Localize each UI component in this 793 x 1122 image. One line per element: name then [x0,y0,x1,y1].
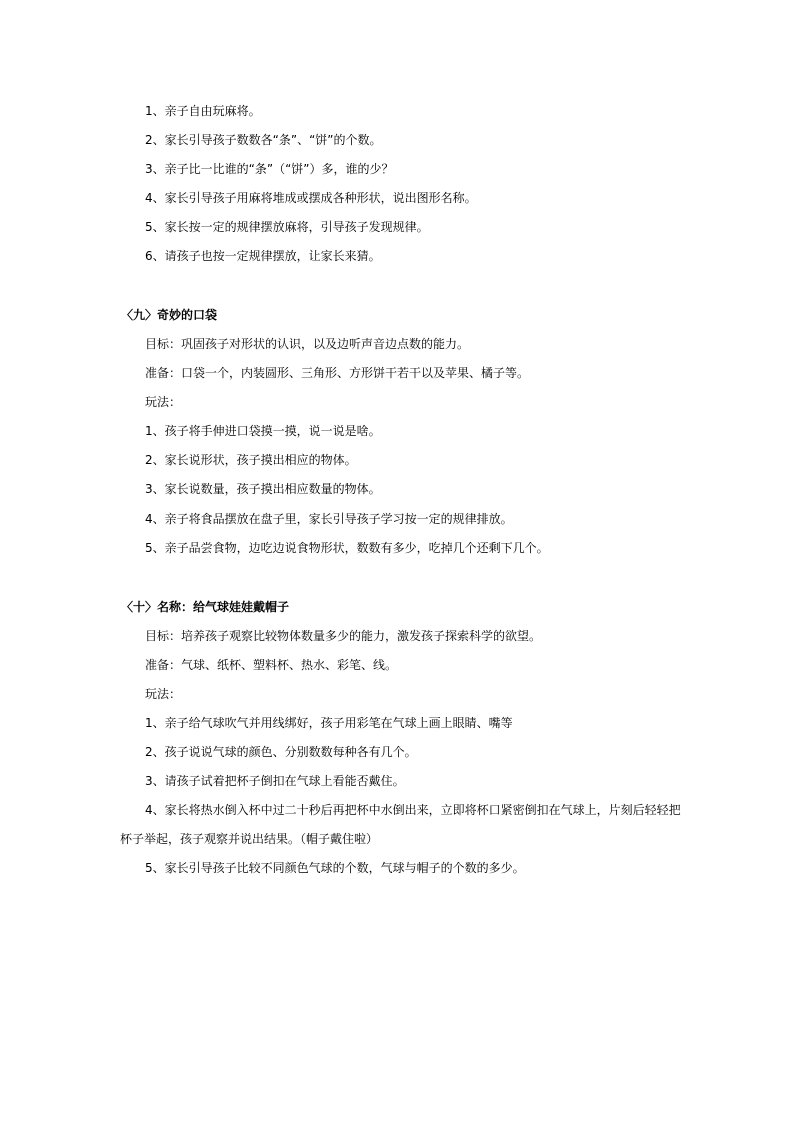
prev-step-3: 3、亲子比一比谁的“条”（“饼”）多，谁的少？ [145,162,394,176]
section-9-step-5: 5、亲子品尝食物，边吃边说食物形状，数数有多少，吃掉几个还剩下几个。 [145,541,549,555]
section-10-method: 玩法： [145,687,182,701]
prev-step-2: 2、家长引导孩子数数各“条”、“饼”的个数。 [145,133,382,147]
section-10-step-3: 3、请孩子试着把杯子倒扣在气球上看能否戴住。 [145,774,405,788]
section-9-prep: 准备：口袋一个，内装圆形、三角形、方形饼干若干以及苹果、橘子等。 [145,366,530,380]
section-9-step-3: 3、家长说数量，孩子摸出相应数量的物体。 [145,482,381,496]
section-10-heading: 〈十〉名称：给气球娃娃戴帽子 [121,600,290,614]
section-10-step-4-continued: 杯子举起，孩子观察并说出结果。（帽子戴住啦） [120,832,379,846]
section-9-step-4: 4、亲子将食品摆放在盘子里，家长引导孩子学习按一定的规律排放。 [145,512,513,526]
prev-step-1: 1、亲子自由玩麻将。 [145,104,261,118]
prev-step-5: 5、家长按一定的规律摆放麻将，引导孩子发现规律。 [145,220,429,234]
prev-step-6: 6、请孩子也按一定规律摆放，让家长来猜。 [145,249,381,263]
section-9-heading: 〈九〉奇妙的口袋 [121,308,218,322]
section-9-step-1: 1、孩子将手伸进口袋摸一摸，说一说是啥。 [145,424,381,438]
section-9-method: 玩法： [145,395,182,409]
section-10-step-2: 2、孩子说说气球的颜色、分别数数每种各有几个。 [145,745,417,759]
section-10-step-5: 5、家长引导孩子比较不同颜色气球的个数，气球与帽子的个数的多少。 [145,861,525,875]
section-10-prep: 准备：气球、纸杯、塑料杯、热水、彩笔、线。 [145,658,398,672]
section-10-step-1: 1、亲子给气球吹气并用线绑好，孩子用彩笔在气球上画上眼睛、嘴等 [145,716,513,730]
prev-step-4: 4、家长引导孩子用麻将堆成或摆成各种形状，说出图形名称。 [145,191,477,205]
section-9-goal: 目标：巩固孩子对形状的认识，以及边听声音边点数的能力。 [145,337,470,351]
section-10-goal: 目标：培养孩子观察比较物体数量多少的能力，激发孩子探索科学的欲望。 [145,629,542,643]
section-10-step-4: 4、家长将热水倒入杯中过二十秒后再把杯中水倒出来，立即将杯口紧密倒扣在气球上，片刻后轻轻把 [145,803,681,817]
section-9-step-2: 2、家长说形状，孩子摸出相应的物体。 [145,453,357,467]
